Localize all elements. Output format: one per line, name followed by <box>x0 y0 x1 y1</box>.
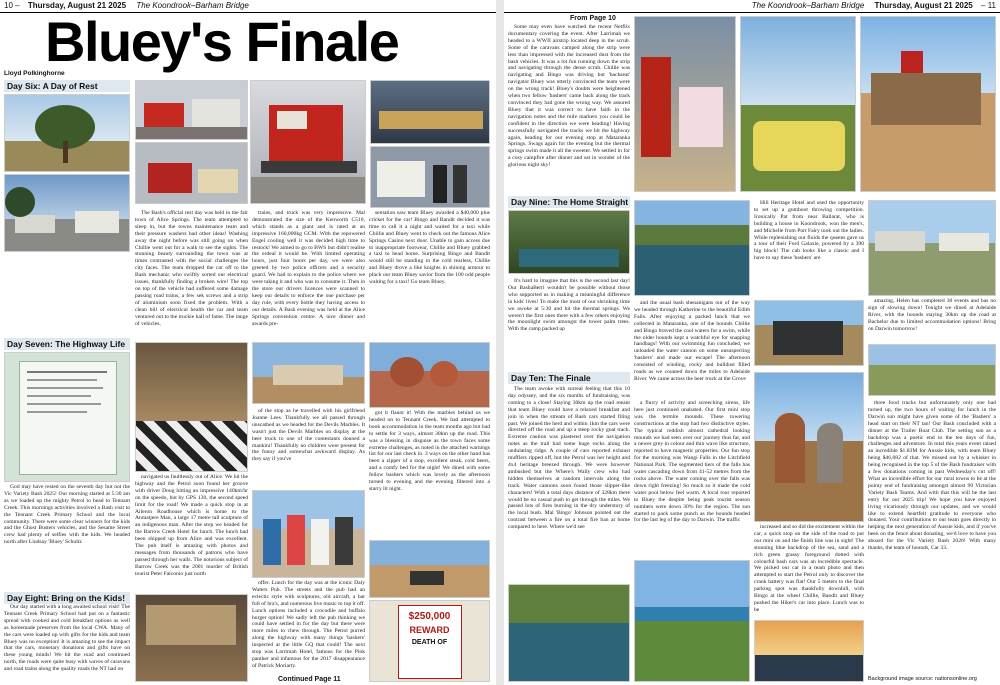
paragraph: sentation saw team Bluey awarded a $40,000 plus cricket for the car! Bingo and Bandit decided it was time to call it a night and waited for a taxi while Chillie and Bluey went to check out the famous Alice Springs Casino next door. Unable to gain access due to inappropriate footwear, Chillie and Bluey grabbed a taxi to head home. Surprising Bingo and Bandit would still be standing in the cold tearless, Chillie and Bluey drove a like knights in shining armour to pluck our team Bluey savior from the 100 odd people waiting for a taxi! Go team Bluey. <box>369 210 490 286</box>
headline: Bluey's Finale <box>45 10 399 73</box>
photo-termite-mounds <box>754 372 864 522</box>
article-column <box>634 400 750 556</box>
article-column <box>252 580 365 674</box>
photo-tree-park <box>4 94 130 172</box>
article-column <box>252 210 365 338</box>
photo-truck-museum <box>135 80 248 140</box>
left-page <box>0 0 496 685</box>
article-column <box>868 400 996 664</box>
article-column <box>369 210 490 338</box>
article-column <box>135 210 248 338</box>
article-column <box>754 524 864 620</box>
article-column <box>4 604 130 684</box>
folio-paper: The Koondrook–Barham Bridge <box>751 1 865 10</box>
paragraph: offer. Lunch for the day was at the iconic Daly Waters Pub. The streets and the pub had an eclectic style with sculptures, old aircraft, a bar full of bra's, and numerous live music to top it off. Lunch options included a crocodile and buffalo burger option! We sadly left the pub thinking we could have settled in for the day but there were more miles to chew through. The Petrol purred along the highway with many things 'bashers' inspected at the little GQ that could! The next stop was Larrimah Hotel, famous for the Pink panther and infamous for the 2017 disappearance of Patrick Moriarty. <box>252 580 365 669</box>
page-number: 11 <box>987 1 996 10</box>
from-page-kicker: From Page 10 <box>570 15 616 22</box>
photo-edith-falls <box>634 200 750 296</box>
article-column <box>4 484 130 592</box>
photo-campsite <box>868 344 996 396</box>
article-column <box>754 200 864 300</box>
section-heading-day-six: Day Six: A Day of Rest <box>4 80 130 92</box>
paragraph: a flurry of activity and screeching sirens, life here just continued unabated. Our first mini stop was the termite mounds. These towering constructions at the stop had two distinctive styles. The typical reddish almost cathedral looking mounds we had seen over our journey thus far, and a newer grey in colour and thin wave like structure, reported to have magnetic properties. Our fun stop for the morning was Wangi Falls in the Litchfield National Park. The segmented tiers of the falls has water cascading down from 41-52 metres from the rocks above. The water coming over the falls was down right freezing! So much so it made the cold water pool below feel warm. A local tour reported to Bluey the despite being peak tourist season numbers were down 30% for the region. The sun started to pack some punch as the hounds headed for the last leg of the day to Darwin. The traffic <box>634 400 750 524</box>
article-column <box>508 386 630 582</box>
photo-sunset-boat-club <box>754 620 864 682</box>
right-folio <box>752 0 996 12</box>
page-gutter <box>496 0 504 685</box>
article-column <box>369 410 490 538</box>
paragraph: got it flaunt it! With the marbles behind us we headed on to Tennant Creek. We had attempted to book accommodation in the team months ago but had to settle for 3 ways, almost 30km up the road. This was a blessing in disguise as the town faces some extreme challenges, as noted in the attached warnings list for our last check in. 3 ways on the other hand has been a zipper of a stop, excellent steak, cold beers, and a comfy bed for the night! We dined with some fellow bashers which was lovely as the afternoon turned to evening and the evening filtered into a starry lit night. <box>369 410 490 492</box>
right-page <box>504 0 1000 685</box>
photo-truck-display <box>135 142 248 204</box>
photo-finish-line-crowd <box>634 560 750 682</box>
paragraph: Some may even have watched the recent Netflix documentary covering the event. After Larrimah we headed to a WWII airstrip located deep in the scrub. Some of the caravans camped along the strip were less than impressed with the increased dust from the bash vehicles. It was a lot fun running down the strip and navigating through the dense scrub. Chillie was navigating and Bingo was driving but 'backseat' navigator Bluey was utterly convinced the team were on the wrong track! Bluey's doubts were heightened when two fellow 'bashers' came back along the track convinced they had gone the wrong way. We assured Bluey that it was correct to have faith in the navigation notes and the mile markers you could be confident in the direction we were heading! Having successfully navigated the tracks we hit the highway again, heading for our evening stop at Mataranka Springs. Swags again for the evening but the thermal springs swim made it all the sweeter. We settled in for a cosy campfire after dinner and sat in wonder of the glorious night sky! <box>508 24 630 169</box>
paragraph: The team awoke with surreal feeling that this 10 day odyssey, and the six months of fundraising, was coming to a close! Staying 30km up the road meant that team Bluey could have a relaxed breakfast and join in when the stream of Bash cars started filing past. We joined the herd and within 1km the cars were directed off the road and up a steep rocky goat track. Extreme caution was plastered over the navigation notes as the trail had some huge rocks along the undulating ridge. A couple of cars reported exhaust mufflers ripped off, but the Petrol was her height and 4x4 heritage breezed through. We were however ambushed but the Where's Wally crew who had hidden themselves at random intervals along the track. Water cannons soon found those slipper-like characters! With a total days distance of 328km there would be no casual push to get through the miles. We passed lots of fires burning in the dry understory of the local bush. Mal 'Bingo' Johnson pointed out the contrast between a fire on a total fire ban at home compared to here. Where we'd see <box>508 386 630 531</box>
photo-daly-waters-pub <box>135 594 248 682</box>
reward-word: REWARD <box>409 625 450 635</box>
paragraph: The Bash's official rest day was held in the fair town of Alice Springs. The team attempted to sleep in, but the towns maintenance team and their pressure washers had other ideas! Washing away the night before was still going on when Chillie went out for a walk to see the sights. The stunning beauty surrounding the town was at times contrasted with the social challenges the city faces. The team dropped the car off to the Bash mechanic who swiftly sorted our electrical issues, thankfully finding a broken wire! The top on top of the vehicle had suffered some damage passing road trains, a few sek screws and a strip of aluminium soon fixed the problem. With a clean bill of electrical health the car and team ventured out to the truckie hall of fame. The range of vehicles, <box>135 210 248 327</box>
photo-bash-car <box>754 300 864 366</box>
folio-date: Thursday, August 21 2025 <box>27 1 127 10</box>
paragraph: increased and so did the excitement within the car, a quick stop on the side of the road to put our mini on and the finish line was in sight! The stunning blue backdrop of the sea, sand and a rich green grassy foreground dotted with colourful bash cars was an incredible spectacle. We picked our car in a team photo and then attempted to start the Petrol only to discover the crank battery was flat! Our 5 meters to the final parking spot was thankfully downhill, with Bingo at the wheel Chillie, Bandit and Bluey pushed the Hiker's car into place. Lunch was to be <box>754 524 864 613</box>
article-column <box>868 298 996 342</box>
paragraph: navigated us faultlessly out of Alice. We hit the highway and the Petrol soon found her groove with driver Doug hitting an impressive 140km/hr on the speedo, but by GPS 130, the second speed limit for the road! We made a quick stop in at Aileron Roadhouse which is home to the Anmatjere Man, a large 17 metre tall sculpture of an indigenous man. After the stop we headed for the Barrow Creek Hotel for lunch. The lunch had been shipped up from Alice and was excellent. The pub itself is amazing with photos and messages from thousands of patrons who have passed through her walls. The notorious subject of Barrow Creek was the 2001 murder of British tourist Peter Falconio just north <box>135 474 248 577</box>
photo-devils-marbles <box>369 342 490 408</box>
photo-thermal-springs <box>508 210 630 274</box>
paragraph: and the usual bash shenanigans out of the way we headed through Katherine to the beautiful Edith Falls. After enjoying a packed lunch that we collected in Mataranka, one of the hounds Chillie and Bingo braved the cool waters for a swim, while the older hounds kept a watchful eye for snapping handbags! With our swimming fun concluded, we unloaded the water cannon on some unsuspecting 'bashers' and made our escape! The afternoon consisted of winding, rocky and bulldust filled roads as we counted down the miles to Adelaide River. We came across the beer truck at the Grove <box>634 300 750 382</box>
article-column <box>252 408 365 490</box>
reward-amount: $250,000 <box>408 611 451 622</box>
photo-wangi-falls <box>508 584 630 682</box>
continued-line: Continued Page 11 <box>278 676 341 683</box>
paragraph: God may have rested on the seventh day but not the Vic Variety Bash 2025! Our morning started at 5:30 am as we loaded up the mighty Petrol to head to Tennant Creek. This mornings activities involved a Bash visit to the Tennant Creek Primary School and the local community. There were some clear winners for the kids and the Ghost Busters vehicles, and the Sesame Street crew had plenty of selfies with the kids. We headed north after Lindsay 'Bluey' Schultz <box>4 484 130 546</box>
section-heading-day-ten: Day Ten: The Finale <box>508 372 630 384</box>
photo-larrimah-hotel <box>860 16 996 192</box>
section-heading-day-nine: Day Nine: The Home Straight <box>508 196 630 208</box>
photo-reward-poster <box>369 600 490 682</box>
folio-separator: – <box>981 1 986 10</box>
photo-warning-notice <box>4 352 130 482</box>
paragraph: three food trucks but unfortunately only one had turned up, the two hours of waiting for lunch in the Darwin sun might have given some of the 'Bashers' a head start on their NT tan! Our Bash concluded with a dinner at the Trailer Boat Club. The setting sun as a backdrop was a poetic end to the ten days of fun, challenges and adventure. In total this years event raised an incredible $1.83M for Aussie kids, with team Bluey being $46,082 of that. We missed out by a whisker in being recognised in the top 5 of the Bash fundraiser with a few donations coming in past Wednesday's cut off! What an incredible effort for our rural towns to be at the pointy end of fundraising amongst almost 90 Victorian Variety Bash Teams. And with that this will be the last entry for our 2025 trip! We hope you have enjoyed living vicariously through our updates, and we would like to extend heartfelt gratitude to everyone who donated. Your contributions to our team goes directly in helping the next generation of Aussie kids, and if you've been on the fence about donating, we'd love to have you aboard for the Vic Variety Bash 2026! With many thanks, the team of hounds, Car 33. <box>868 400 996 552</box>
page-number: 10 <box>4 1 13 10</box>
photo-roadhouse <box>252 342 365 404</box>
photo-outback-camp <box>740 16 856 192</box>
photo-pub-interior <box>135 342 248 472</box>
paragraph: Our day started with a long awaited school visit! The Tennant Creek Primary School had put on a fantastic spread with cooked and cold breakfast options as well as homemade preserves from the local CWA. Many of the cars were loaded up with gifts for the kids and team Bluey was no exception! It is amazing to see the impact that the cars, monetary donations and gifts have on these young minds! We hit the road and continued north, the roads were quite busy with waves of caravans and road trains along the quality roads the NT had on <box>4 604 130 673</box>
section-heading-day-seven: Day Seven: The Highway Life <box>4 338 130 350</box>
folio-separator: – <box>15 1 20 10</box>
folio-date: Thursday, August 21 2025 <box>874 1 973 10</box>
photo-bash-team <box>252 490 365 578</box>
folio-paper: The Koondrook–Barham Bridge <box>136 1 249 10</box>
article-column <box>508 24 630 194</box>
paragraph: trains, and truck was very impressive. Mal demonstrated the size of the Kenworth C510, which stands as a giant and is rated at an impressive 160,000kg GCM. With the repowered Engel cooling well it was decided high time to restock! We aimed to go to BWS but didn't realise the ordeal it would be. With limited operating hours, just four hours per day, we were also greeted by two police officers and a security guard. We had to explain to the police where we were taking it and who was to consume it. Then in the store our drivers licences were scanned to keep our details to enforce the one purchase per day rule, with every bottle they having access to our details. A Bash evening was held at the Alice Springs convention centre. A nice dinner and awards pre- <box>252 210 365 327</box>
article-column <box>634 300 750 396</box>
byline: Lloyd Polkinghorne <box>4 70 65 77</box>
reward-subtitle: DEATH OF <box>411 639 448 646</box>
paragraph: Hill Heritage Hotel and used the opportunity to set up a gumboot throwing competition. Ironically Pat from near Ballarat, who is building a house in Koondrook, won the men's, and Michelle from Port Fairy took out the ladies. While replenishing our fluids the queens gave us a tour of their Ford Galaxie, powered by a 390 big block! The cab looks like a classic and I have to say these 'bashers' are <box>754 200 864 262</box>
photo-red-truck-hall-of-fame <box>250 80 366 204</box>
article-column <box>135 474 248 592</box>
paragraph: It's hard to imagine that this is the second last day! Our BashaBerri wouldn't be possible without those who supported us in making a meaningful difference in kids' lives! To make the most of our shrinking time we awoke at 5:30 and hit the thermal springs. We weren't the first ones there with a few others enjoying the moonlight swim amongst the tower palm trees. With the camp packed up <box>508 278 630 333</box>
section-heading-day-eight: Day Eight: Bring on the Kids! <box>4 592 130 604</box>
photo-highway-cars <box>868 200 996 296</box>
photo-vehicles-street <box>4 174 130 252</box>
image-credit: Background image source: nationsonline.org <box>868 676 977 682</box>
paragraph: amazing, Helen has completed 30 events and has no sign of slowing down! Tonight we dined at Adelaide River, with the hounds staying 30km up the road at Bachelor due to limited accommodation options! Bring on Darwin tomorrow! <box>868 298 996 332</box>
photo-pink-panther-sign <box>634 16 736 192</box>
photo-outback-road <box>369 540 490 598</box>
photo-convention-hall <box>370 80 490 144</box>
header-rule <box>504 12 1000 13</box>
photo-awards-presentation <box>370 146 490 208</box>
article-column <box>508 278 630 366</box>
paragraph: of the stop as he travelled with his girlfriend Joanne Lees. Thankfully we all passed through unscathed as we headed for the Devils Marbles. It wasn't just the Devils Marbles on display at the beer truck to one of the contestants donned a mankini! Thankfully no children were present for the funny and somewhat awkward display. As they say if you've <box>252 408 365 463</box>
